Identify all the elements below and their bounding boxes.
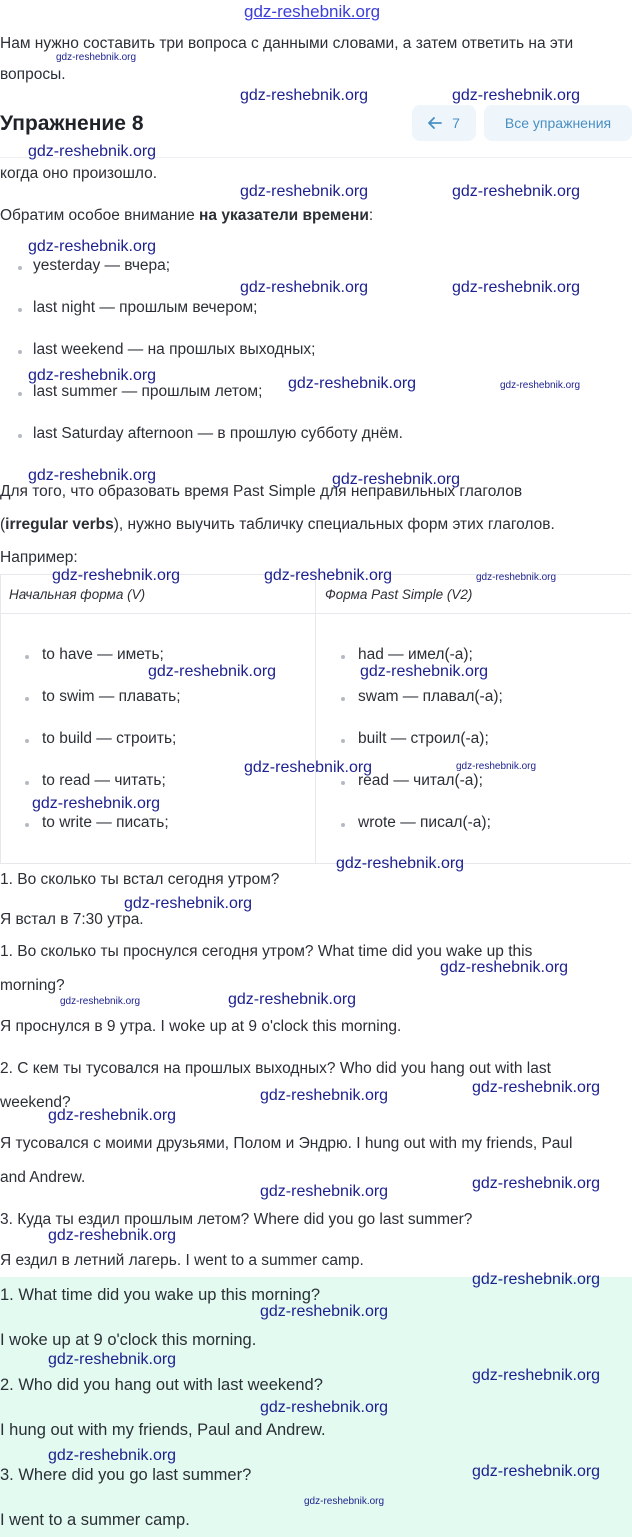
intro-text-cont: вопросы. bbox=[0, 66, 66, 83]
watermark: gdz-reshebnik.org bbox=[260, 1087, 389, 1104]
irregular-rest: ), нужно выучить табличку специальных форм этих глаголов. bbox=[113, 516, 555, 533]
bullet-dot bbox=[341, 781, 345, 785]
bullet-dot bbox=[18, 350, 22, 354]
table-cell: to read — читать; bbox=[42, 772, 166, 789]
bullet-dot bbox=[25, 655, 29, 659]
prev-exercise-button[interactable] bbox=[412, 105, 476, 141]
watermark: gdz-reshebnik.org bbox=[124, 895, 253, 912]
table-cell: had — имел(-а); bbox=[358, 646, 473, 663]
bullet-dot bbox=[18, 392, 22, 396]
all-exercises-label: Все упражнения bbox=[504, 115, 612, 131]
watermark: gdz-reshebnik.org bbox=[28, 238, 157, 255]
watermark: gdz-reshebnik.org bbox=[336, 855, 465, 872]
bullet-dot bbox=[25, 823, 29, 827]
watermark: gdz-reshebnik.org bbox=[240, 87, 369, 104]
watermark: gdz-reshebnik.org bbox=[240, 183, 369, 200]
irregular-paragraph-line2 bbox=[0, 515, 555, 535]
watermark: gdz-reshebnik.org bbox=[60, 996, 141, 1007]
list-item: last night — прошлым вечером; bbox=[33, 299, 258, 316]
watermark: gdz-reshebnik.org bbox=[304, 1496, 385, 1507]
exercise-title: Упражнение 8 bbox=[0, 112, 144, 135]
intro-text: Нам нужно составить три вопроса с данными словами, а затем ответить на эти bbox=[0, 35, 574, 52]
watermark: gdz-reshebnik.org bbox=[472, 1175, 601, 1192]
question-2-cont: weekend? bbox=[0, 1094, 71, 1111]
watermark: gdz-reshebnik.org bbox=[48, 1351, 177, 1368]
watermark: gdz-reshebnik.org bbox=[500, 380, 581, 391]
watermark: gdz-reshebnik.org bbox=[472, 1367, 601, 1384]
watermark: gdz-reshebnik.org bbox=[48, 1227, 177, 1244]
table-header-divider bbox=[1, 613, 631, 614]
watermark: gdz-reshebnik.org bbox=[288, 375, 417, 392]
watermark: gdz-reshebnik.org bbox=[28, 467, 157, 484]
bullet-dot bbox=[341, 655, 345, 659]
table-cell: read — читал(-а); bbox=[358, 772, 483, 789]
bullet-dot bbox=[18, 434, 22, 438]
list-item: yesterday — вчера; bbox=[33, 257, 171, 274]
watermark: gdz-reshebnik.org bbox=[244, 759, 373, 776]
attention-prefix: Обратим особое внимание bbox=[0, 207, 200, 224]
attention-bold: на указатели времени bbox=[199, 207, 369, 224]
table-cell: wrote — писал(-а); bbox=[358, 814, 491, 831]
watermark: gdz-reshebnik.org bbox=[260, 1399, 389, 1416]
watermark: gdz-reshebnik.org bbox=[228, 991, 357, 1008]
table-cell: built — строил(-а); bbox=[358, 730, 489, 747]
final-answer-line: 1. What time did you wake up this morning? bbox=[0, 1286, 321, 1304]
verb-table bbox=[0, 574, 631, 864]
table-cell: to swim — плавать; bbox=[42, 688, 181, 705]
answer-example: Я встал в 7:30 утра. bbox=[0, 911, 144, 928]
question-1-cont: morning? bbox=[0, 977, 65, 994]
watermark: gdz-reshebnik.org bbox=[456, 761, 537, 772]
arrow-left-icon bbox=[428, 117, 442, 129]
question-1: 1. Во сколько ты проснулся сегодня утром? What time did you wake up this bbox=[0, 943, 533, 960]
watermark: gdz-reshebnik.org bbox=[476, 572, 557, 583]
prev-exercise-number: 7 bbox=[452, 115, 460, 131]
watermark: gdz-reshebnik.org bbox=[48, 1447, 177, 1464]
bullet-dot bbox=[18, 266, 22, 270]
final-answer-line: I woke up at 9 o'clock this morning. bbox=[0, 1331, 257, 1349]
attention-suffix: : bbox=[368, 207, 374, 224]
bullet-dot bbox=[341, 697, 345, 701]
final-answer-line: 2. Who did you hang out with last weekend? bbox=[0, 1376, 323, 1394]
question-example: 1. Во сколько ты встал сегодня утром? bbox=[0, 870, 632, 890]
watermark: gdz-reshebnik.org bbox=[264, 567, 393, 584]
watermark: gdz-reshebnik.org bbox=[52, 567, 181, 584]
bullet-dot bbox=[25, 781, 29, 785]
table-cell: to have — иметь; bbox=[42, 646, 164, 663]
answer-2: Я тусовался с моими друзьями, Полом и Эндрю. I hung out with my friends, Paul bbox=[0, 1135, 573, 1152]
watermark: gdz-reshebnik.org bbox=[472, 1271, 601, 1288]
all-exercises-button[interactable] bbox=[484, 105, 632, 141]
table-header-past-form: Форма Past Simple (V2) bbox=[325, 587, 473, 602]
bullet-dot bbox=[341, 739, 345, 743]
list-item: last weekend — на прошлых выходных; bbox=[33, 341, 316, 358]
watermark: gdz-reshebnik.org bbox=[28, 143, 157, 160]
attention-paragraph bbox=[0, 206, 373, 226]
watermark: gdz-reshebnik.org bbox=[48, 1107, 177, 1124]
example-label: Например: bbox=[0, 549, 78, 566]
irregular-paragraph-line1: Для того, что образовать время Past Simple для неправильных глаголов bbox=[0, 483, 523, 500]
watermark: gdz-reshebnik.org bbox=[472, 1079, 601, 1096]
answer-2-cont: and Andrew. bbox=[0, 1169, 86, 1186]
final-answer-line: I went to a summer camp. bbox=[0, 1511, 190, 1529]
watermark: gdz-reshebnik.org bbox=[452, 183, 581, 200]
bullet-dot bbox=[25, 739, 29, 743]
table-header-base-form: Начальная форма (V) bbox=[9, 587, 146, 602]
watermark: gdz-reshebnik.org bbox=[32, 795, 161, 812]
answer-3: Я ездил в летний лагерь. I went to a summer camp. bbox=[0, 1252, 364, 1269]
table-cell: to build — строить; bbox=[42, 730, 177, 747]
bullet-dot bbox=[341, 823, 345, 827]
watermark: gdz-reshebnik.org bbox=[56, 52, 137, 63]
watermark: gdz-reshebnik.org bbox=[452, 87, 581, 104]
table-column-divider bbox=[315, 575, 316, 863]
bullet-dot bbox=[25, 697, 29, 701]
watermark: gdz-reshebnik.org bbox=[148, 663, 277, 680]
list-item: last Saturday afternoon — в прошлую субботу днём. bbox=[33, 425, 403, 442]
watermark: gdz-reshebnik.org bbox=[452, 279, 581, 296]
watermark: gdz-reshebnik.org bbox=[260, 1183, 389, 1200]
question-2: 2. С кем ты тусовался на прошлых выходных? Who did you hang out with last bbox=[0, 1060, 551, 1077]
watermark: gdz-reshebnik.org bbox=[332, 471, 461, 488]
irregular-open: ( bbox=[0, 516, 6, 533]
answer-1: Я проснулся в 9 утра. I woke up at 9 o'clock this morning. bbox=[0, 1018, 402, 1035]
question-3: 3. Куда ты ездил прошлым летом? Where did you go last summer? bbox=[0, 1211, 473, 1228]
table-cell: to write — писать; bbox=[42, 814, 169, 831]
watermark-top-link[interactable]: gdz-reshebnik.org bbox=[244, 2, 381, 21]
cut-line-text: когда оно произошло. bbox=[0, 165, 158, 182]
watermark: gdz-reshebnik.org bbox=[28, 367, 157, 384]
final-answer-line: I hung out with my friends, Paul and Andrew. bbox=[0, 1421, 326, 1439]
bullet-dot bbox=[18, 308, 22, 312]
watermark: gdz-reshebnik.org bbox=[440, 959, 569, 976]
irregular-bold: irregular verbs bbox=[5, 516, 114, 533]
watermark: gdz-reshebnik.org bbox=[360, 663, 489, 680]
watermark: gdz-reshebnik.org bbox=[260, 1303, 389, 1320]
watermark: gdz-reshebnik.org bbox=[472, 1463, 601, 1480]
table-cell: swam — плавал(-а); bbox=[358, 688, 503, 705]
list-item: last summer — прошлым летом; bbox=[33, 383, 263, 400]
watermark: gdz-reshebnik.org bbox=[240, 279, 369, 296]
final-answer-line: 3. Where did you go last summer? bbox=[0, 1466, 252, 1484]
